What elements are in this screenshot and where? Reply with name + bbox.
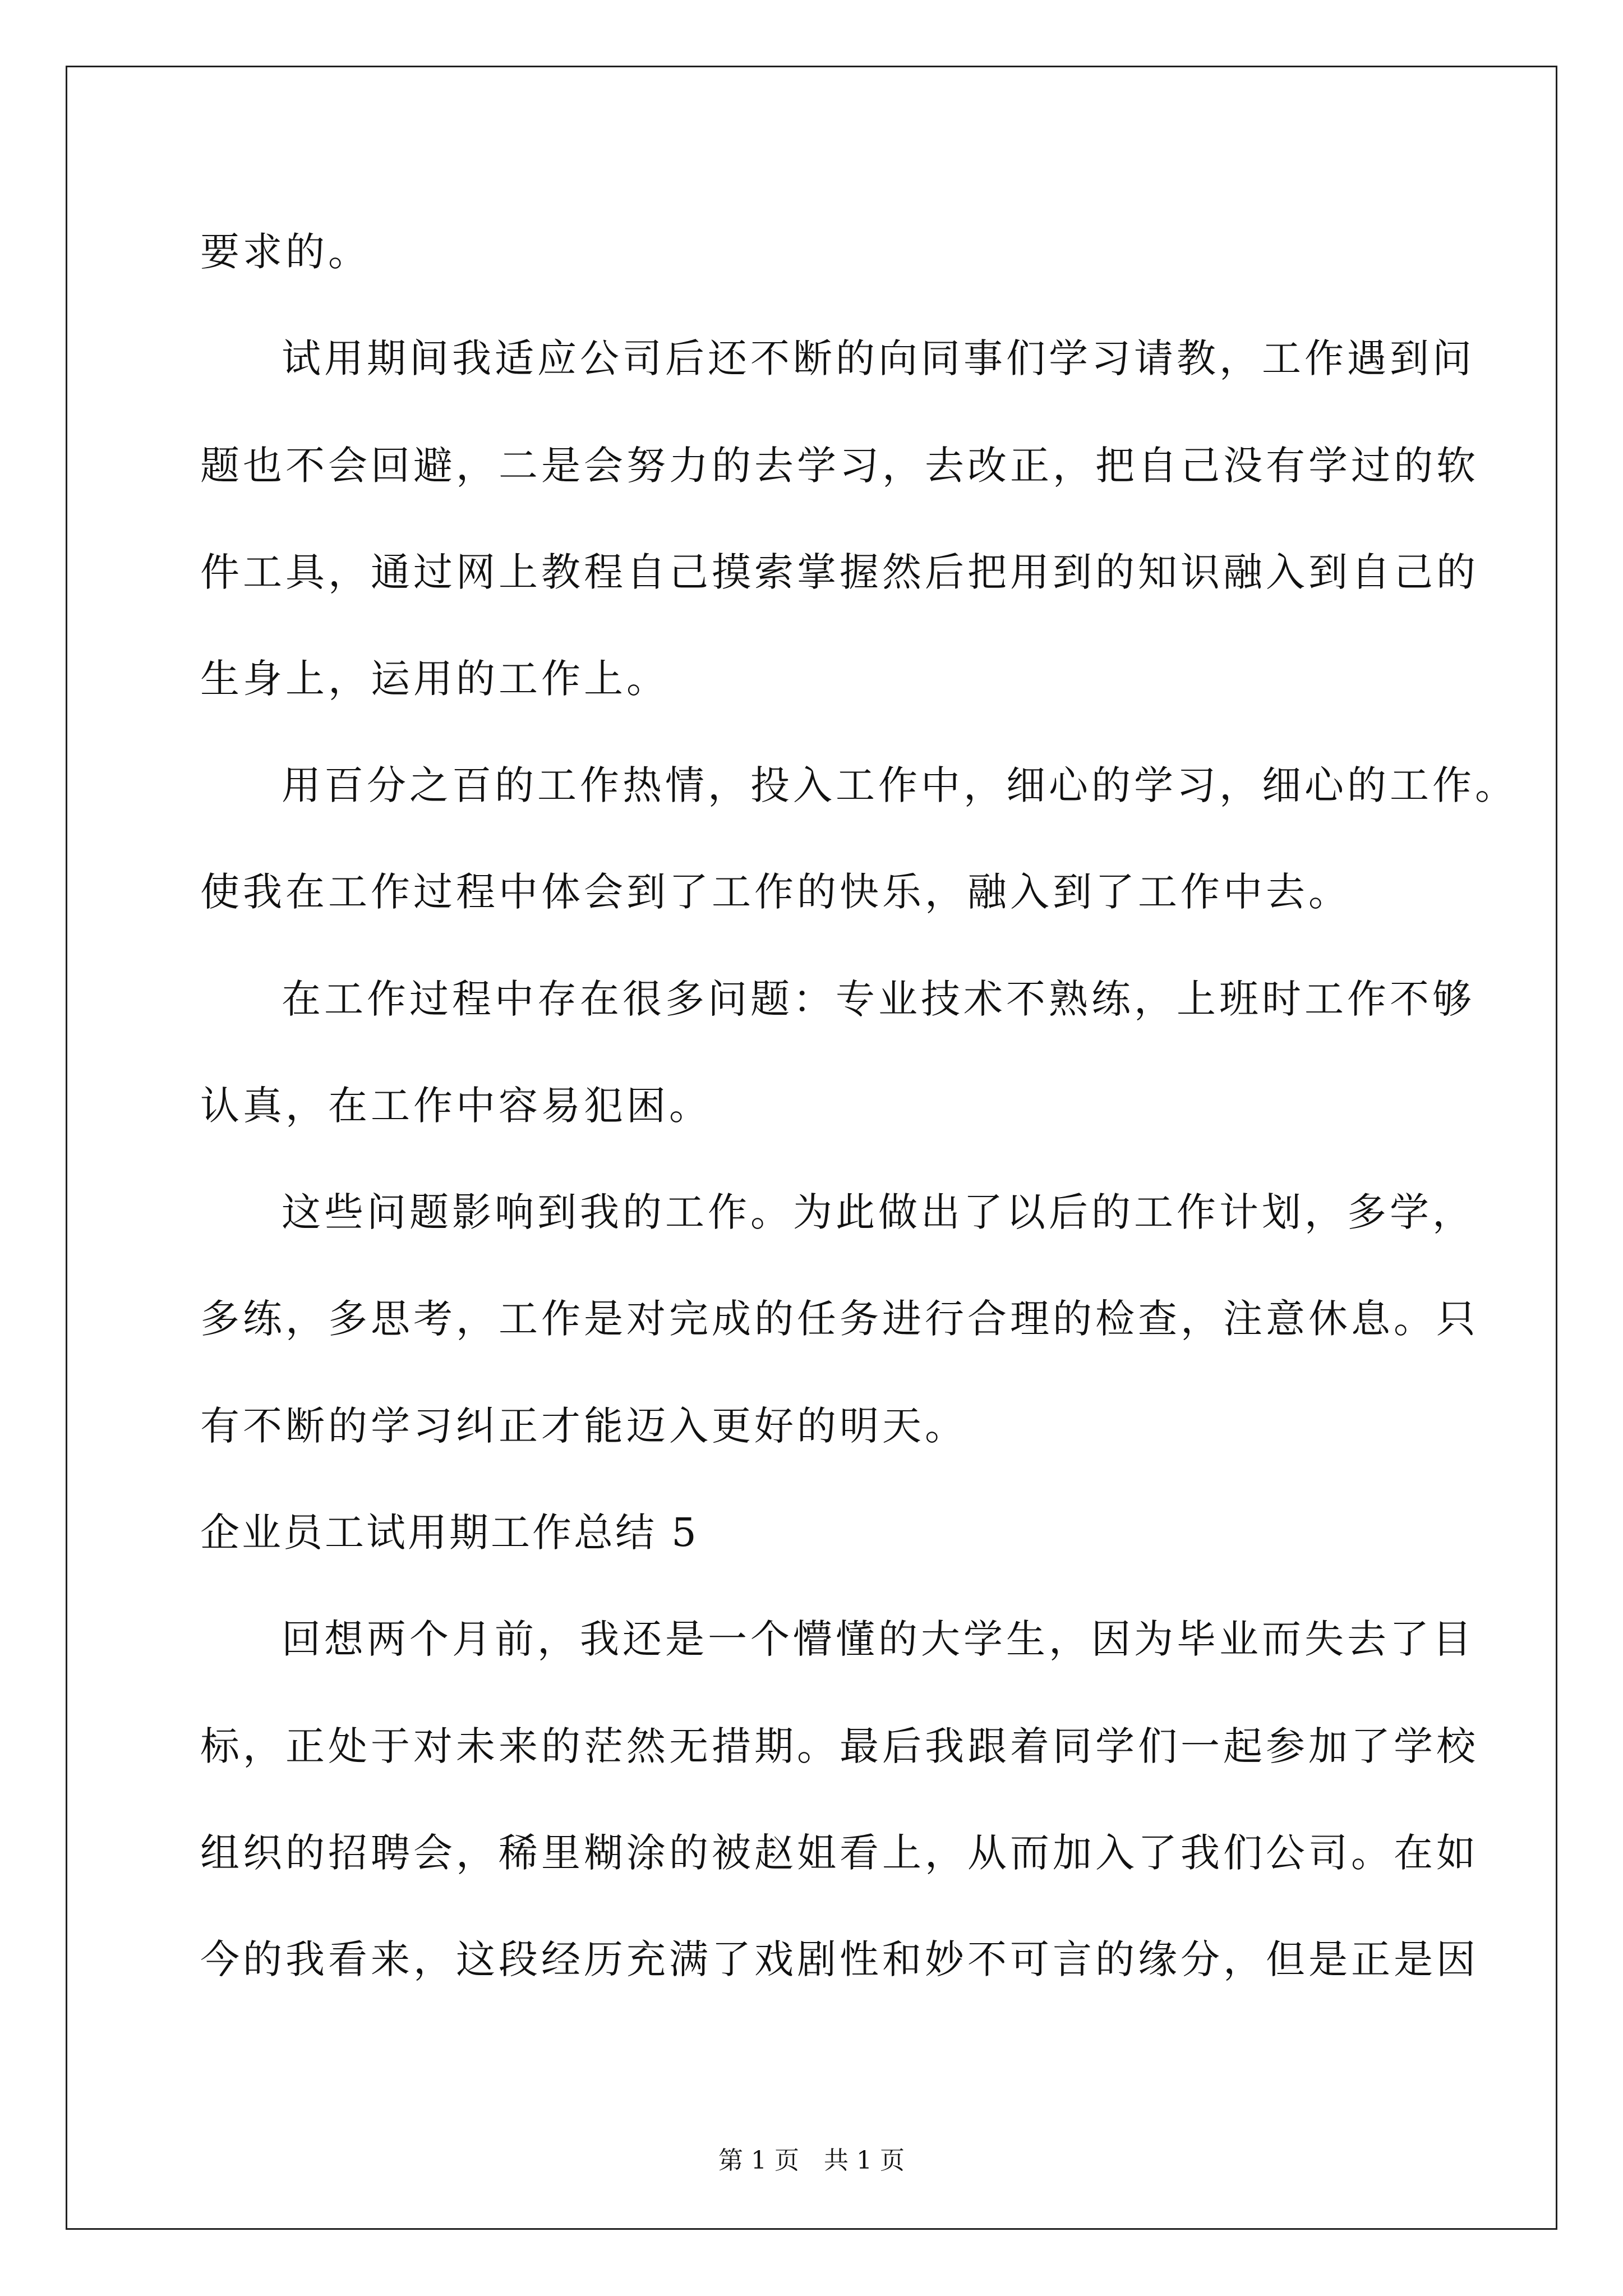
paragraph-line: 回想两个月前，我还是一个懵懂的大学生，因为毕业而失去了目 [282, 1616, 1475, 1662]
paragraph-line: 标，正处于对未来的茫然无措期。最后我跟着同学们一起参加了学校 [200, 1723, 1479, 1769]
paragraph-line: 试用期间我适应公司后还不断的向同事们学习请教，工作遇到问 [282, 335, 1475, 381]
page-border [66, 66, 1557, 2230]
page-number-footer: 第 1 页 共 1 页 [718, 2146, 905, 2175]
paragraph-line: 用百分之百的工作热情，投入工作中，细心的学习，细心的工作。 [282, 762, 1518, 808]
paragraph-line: 使我在工作过程中体会到了工作的快乐，融入到了工作中去。 [200, 869, 1351, 915]
paragraph-line: 件工具，通过网上教程自己摸索掌握然后把用到的知识融入到自己的 [200, 549, 1479, 595]
paragraph-line: 今的我看来，这段经历充满了戏剧性和妙不可言的缘分，但是正是因 [200, 1936, 1479, 1982]
paragraph-line: 题也不会回避，二是会努力的去学习，去改正，把自己没有学过的软 [200, 443, 1479, 489]
paragraph-line: 要求的。 [200, 229, 371, 275]
paragraph-line: 这些问题影响到我的工作。为此做出了以后的工作计划，多学， [282, 1189, 1475, 1235]
section-heading: 企业员工试用期工作总结 5 [200, 1510, 699, 1556]
paragraph-line: 生身上，运用的工作上。 [200, 656, 669, 702]
paragraph-line: 有不断的学习纠正才能迈入更好的明天。 [200, 1403, 967, 1449]
paragraph-line: 认真，在工作中容易犯困。 [200, 1083, 712, 1129]
paragraph-line: 多练，多思考，工作是对完成的任务进行合理的检查，注意休息。只 [200, 1296, 1479, 1342]
paragraph-line: 在工作过程中存在很多问题：专业技术不熟练，上班时工作不够 [282, 976, 1475, 1022]
paragraph-line: 组织的招聘会，稀里糊涂的被赵姐看上，从而加入了我们公司。在如 [200, 1830, 1479, 1876]
